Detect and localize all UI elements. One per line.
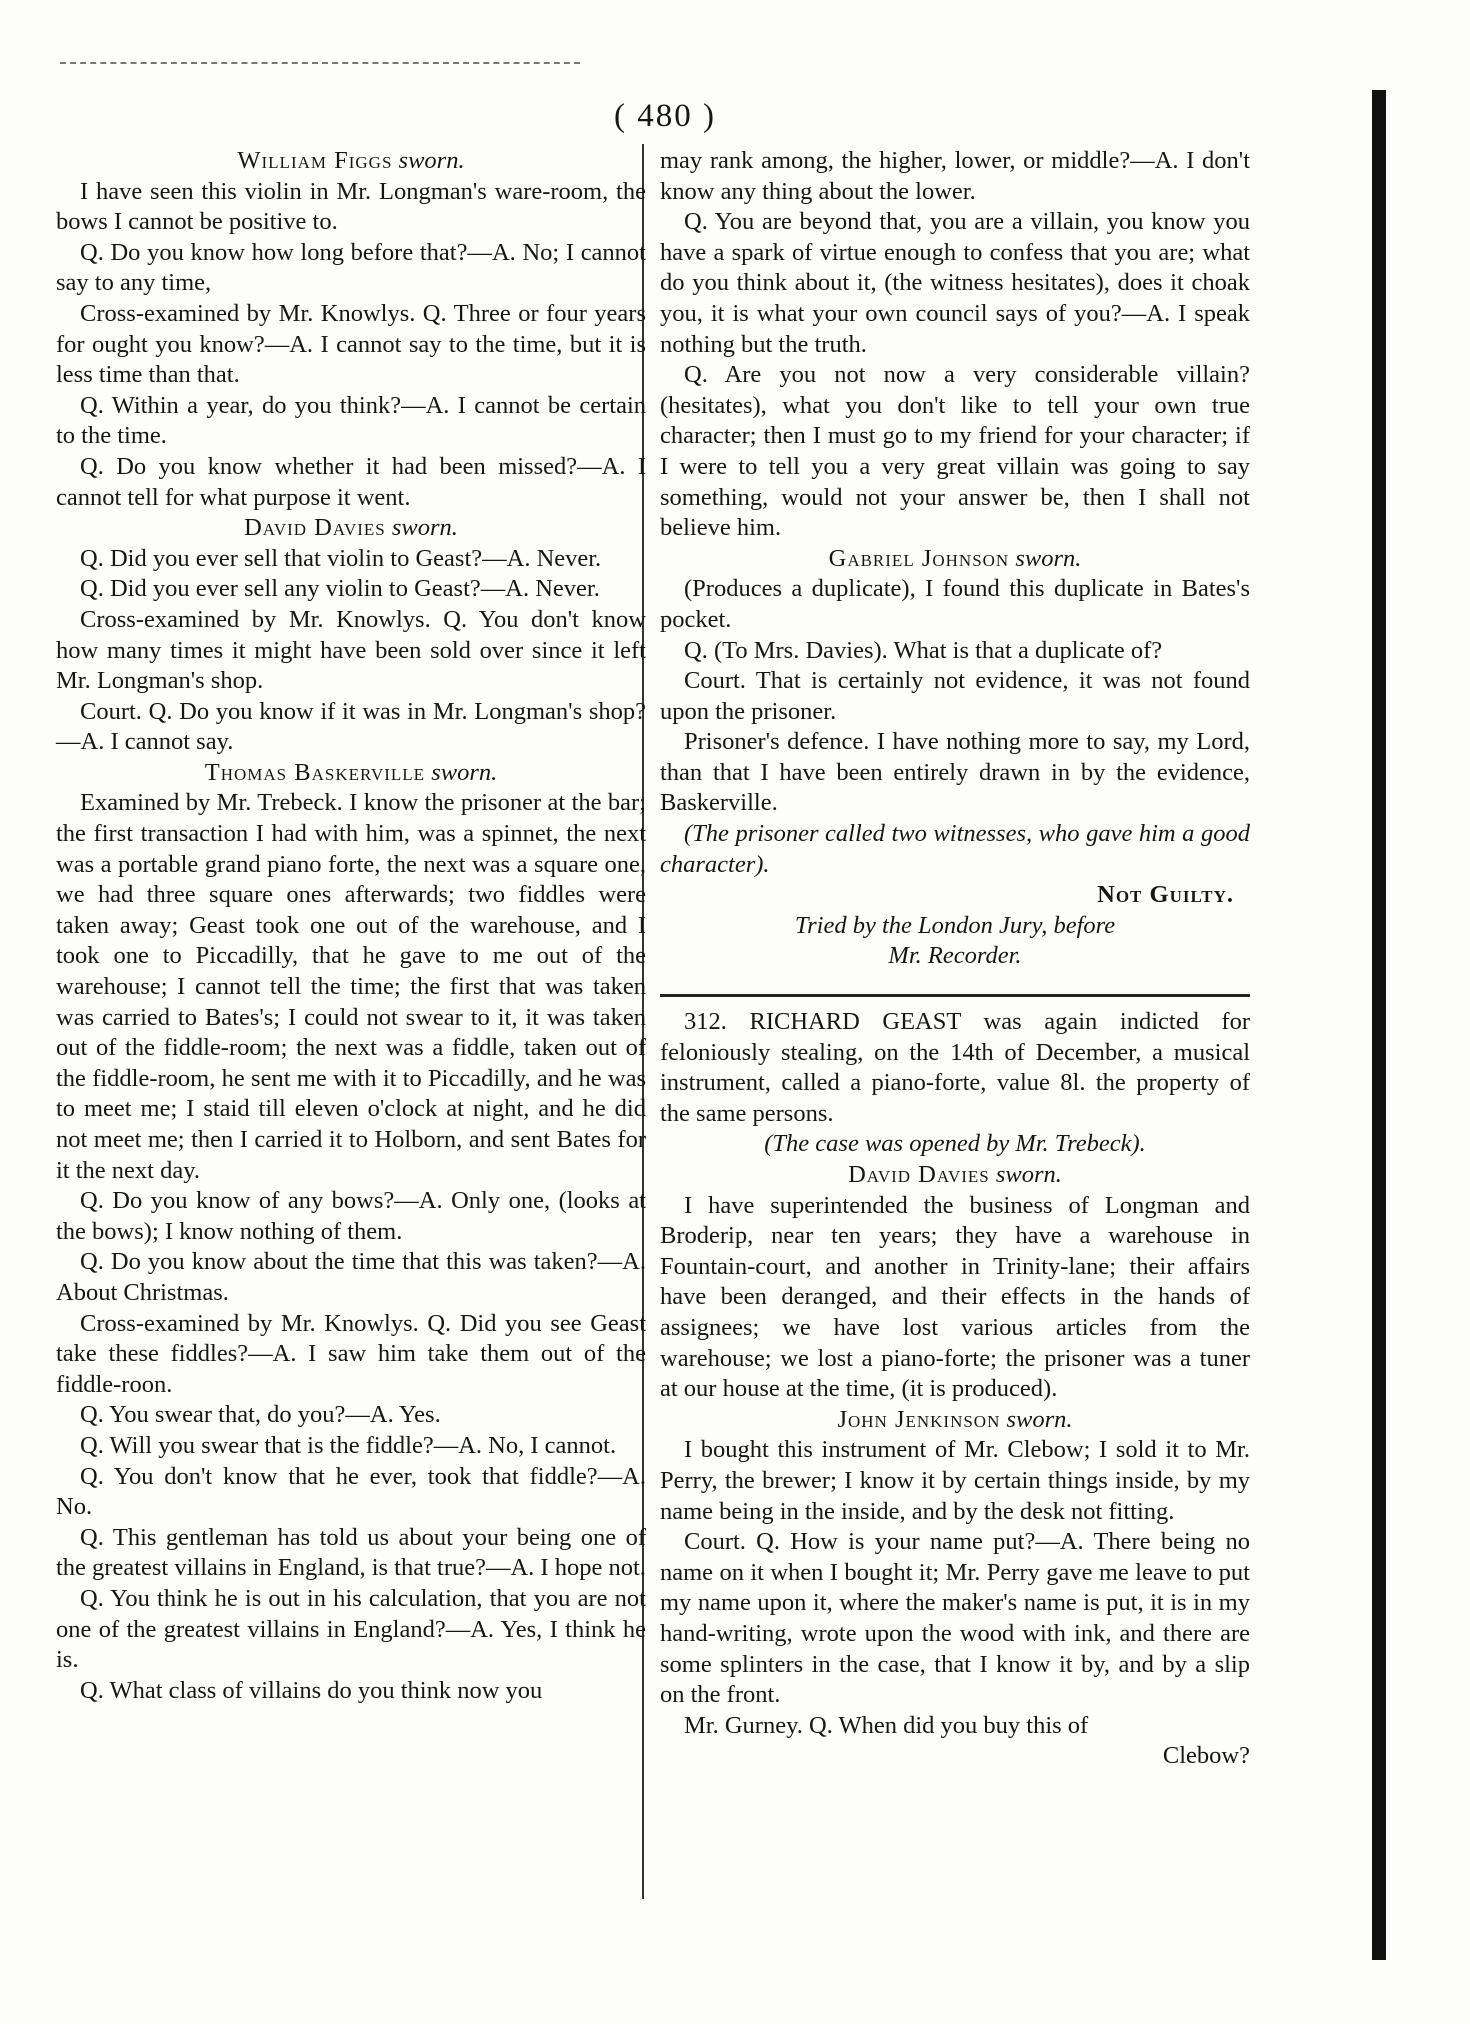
testimony-paragraph: Cross-examined by Mr. Knowlys. Q. You don't know how many times it might have been sold over since it left Mr. Longman's shop. [56, 605, 646, 695]
testimony-paragraph: Cross-examined by Mr. Knowlys. Q. Three or four years for ought you know?—A. I cannot say to the time, but it is less time than that. [56, 299, 646, 389]
testimony-paragraph: Q. Will you swear that is the fiddle?—A. No, I cannot. [80, 1431, 617, 1459]
sworn-tag: sworn. [425, 758, 498, 786]
witness-heading [56, 146, 646, 177]
left-column [56, 146, 646, 1706]
witness-heading [660, 1405, 1250, 1436]
witness-name: Gabriel Johnson [828, 544, 1010, 572]
note-paragraph: (The prisoner called two witnesses, who gave him a good character). [660, 820, 1250, 878]
testimony-paragraph: I have seen this violin in Mr. Longman's ware-room, the bows I cannot be positive to. [56, 177, 646, 236]
testimony-paragraph: Q. Did you ever sell any violin to Geast?—A. Never. [80, 575, 600, 603]
sworn-tag: sworn. [1000, 1405, 1073, 1433]
catchword: Clebow? [1162, 1742, 1250, 1770]
testimony-paragraph: Mr. Gurney. Q. When did you buy this of [684, 1711, 1089, 1739]
witness-heading [56, 513, 646, 544]
testimony-paragraph: Q. Do you know of any bows?—A. Only one, (looks at the bows); I know nothing of them. [56, 1187, 646, 1245]
sworn-tag: sworn. [392, 147, 465, 174]
page-edge-bar [1372, 90, 1386, 1960]
testimony-paragraph: Q. You don't know that he ever, took that fiddle?—A. No. [56, 1462, 646, 1521]
testimony-paragraph: Q. Do you know how long before that?—A. No; I cannot say to any time, [56, 238, 646, 297]
continued-paragraph: may rank among, the higher, lower, or middle?—A. I don't know any thing about the lower. [660, 147, 1250, 205]
tried-by: Tried by the London Jury, before [794, 911, 1116, 939]
indictment-paragraph: 312. RICHARD GEAST was again indicted for feloniously stealing, on the 14th of December, a musical instrument, called a piano-forte, value 8l. the property of the same persons. [660, 1008, 1250, 1127]
page-number: ( 480 ) [614, 98, 716, 134]
testimony-paragraph: I bought this instrument of Mr. Clebow; I sold it to Mr. Perry, the brewer; I know it by certain things inside, by my name being in the inside, and by the desk not fitting. [660, 1436, 1250, 1525]
testimony-paragraph: Q. You think he is out in his calculation, that you are not one of the greatest villains in England?—A. Yes, I think he is. [56, 1584, 646, 1674]
top-dashes [60, 62, 580, 64]
witness-name: David Davies [848, 1161, 990, 1188]
witness-name: John Jenkinson [837, 1405, 1001, 1433]
testimony-paragraph: (Produces a duplicate), I found this duplicate in Bates's pocket. [660, 575, 1250, 633]
testimony-paragraph: Q. This gentleman has told us about your being one of the greatest villains in England, is that true?—A. I hope not. [56, 1523, 646, 1582]
testimony-paragraph: Q. Are you not now a very considerable villain? (hesitates), what you don't like to tell your own true character; then I must go to my friend for your character; if I were to tell you a very great villain was going to say something, would not your answer be, then I shall not believe him. [660, 361, 1250, 542]
case-opened-note: (The case was opened by Mr. Trebeck). [764, 1130, 1146, 1158]
testimony-paragraph: Court. Q. Do you know if it was in Mr. Longman's shop?—A. I cannot say. [56, 697, 646, 756]
witness-heading [660, 544, 1250, 575]
witness-name: Thomas Baskerville [204, 758, 426, 786]
testimony-paragraph: Q. Do you know whether it had been missed?—A. I cannot tell for what purpose it went. [56, 452, 646, 511]
testimony-paragraph: Cross-examined by Mr. Knowlys. Q. Did you see Geast take these fiddles?—A. I saw him take them out of the fiddle-roon. [56, 1309, 646, 1398]
section-rule [660, 994, 1250, 997]
sworn-tag: sworn. [1009, 544, 1082, 572]
testimony-paragraph: Q. Within a year, do you think?—A. I cannot be certain to the time. [56, 391, 646, 450]
right-column [660, 146, 1250, 1772]
testimony-paragraph: Q. Did you ever sell that violin to Geast?—A. Never. [80, 544, 602, 572]
witness-heading [56, 758, 646, 789]
testimony-paragraph: Prisoner's defence. I have nothing more to say, my Lord, than that I have been entirely drawn in by the evidence, Baskerville. [660, 728, 1250, 817]
testimony-paragraph: Q. What class of villains do you think now you [80, 1676, 543, 1704]
testimony-paragraph: Q. You are beyond that, you are a villain, you know you have a spark of virtue enough to confess that you are; what do you think about it, (the witness hesitates), does it choak you, it is what your own council says of you?—A. I speak nothing but the truth. [660, 208, 1250, 358]
testimony-paragraph: Q. (To Mrs. Davies). What is that a duplicate of? [684, 636, 1163, 664]
sworn-tag: sworn. [989, 1161, 1062, 1188]
sworn-tag: sworn. [385, 514, 458, 542]
testimony-paragraph: Court. Q. How is your name put?—A. There being no name on it when I bought it; Mr. Perry gave me leave to put my name upon it, where the maker's name is put, it is in my hand-writing, wrote upon the wood with ink, and there are some splinters in the case, that I know it by, and by a slip on the front. [660, 1528, 1250, 1709]
testimony-paragraph: I have superintended the business of Longman and Broderip, near ten years; they have a warehouse in Fountain-court, and another in Trinity-lane; their affairs have been deranged, and their effects in the hands of assignees; we have lost various articles from the warehouse; we lost a piano-forte; the prisoner was a tuner at our house at the time, (it is produced). [660, 1191, 1250, 1403]
testimony-paragraph: Examined by Mr. Trebeck. I know the prisoner at the bar; the first transaction I had with him, was a spinnet, the next was a portable grand piano forte, the next was a square one, we had three square ones afterwards; two fiddles were taken away; Geast took one out of the warehouse, and I took one to Piccadilly, that he gave to me out of the warehouse; I cannot tell the time; the first that was taken was carried to Bates's; I could not swear to it, it was taken out of the fiddle-room; the next was a fiddle, taken out of the fiddle-room, he sent me with it to Piccadilly, and he was to meet me; I staid till eleven o'clock at night, and he did not meet me; then I carried it to Holborn, and sent Bates for it the next day. [56, 789, 646, 1184]
tried-by: Mr. Recorder. [888, 942, 1022, 970]
testimony-paragraph: Q. You swear that, do you?—A. Yes. [80, 1401, 441, 1429]
testimony-paragraph: Court. That is certainly not evidence, it was not found upon the prisoner. [660, 667, 1250, 725]
witness-heading [660, 1160, 1250, 1191]
verdict: Not Guilty. [1097, 881, 1234, 909]
witness-name: David Davies [244, 514, 386, 542]
testimony-paragraph: Q. Do you know about the time that this was taken?—A. About Christmas. [56, 1248, 646, 1306]
witness-name: William Figgs [237, 147, 393, 174]
